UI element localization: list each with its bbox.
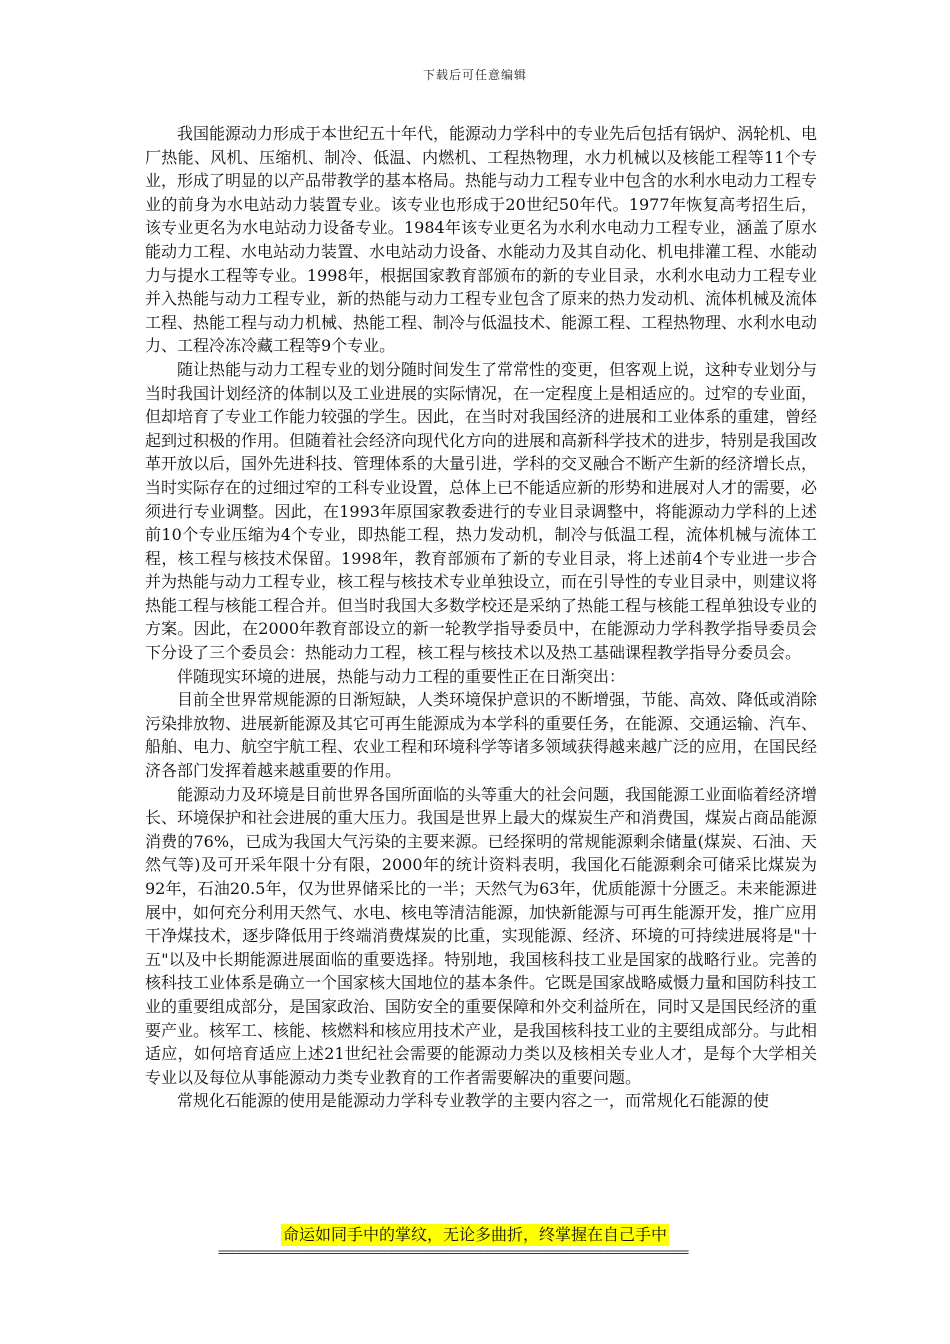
paragraph: 常规化石能源的使用是能源动力学科专业教学的主要内容之一，而常规化石能源的使 (177, 1091, 770, 1111)
paragraph: 目前全世界常规能源的日渐短缺，人类环境保护意识的不断增强，节能、高效、降低或消除污染排放物、进展新能源及其它可再生能源成为本学科的重要任务，在能源、交通运输、汽车、船舶、电力、航空宇航工程、农业工程和环境科学等诸多领域获得越来越广泛的应用，在国民经济各部门发挥着越来越重要的作用。 (145, 690, 818, 781)
page-header: 下载后可任意编辑 (422, 68, 527, 82)
paragraph: 我国能源动力形成于本世纪五十年代，能源动力学科中的专业先后包括有锅炉、涡轮机、电厂热能、风机、压缩机、制冷、低温、内燃机、工程热物理，水力机械以及核能工程等11个专业，形成了明显的以产品带教学的基本格局。热能与动力工程专业中包含的水利水电动力工程专业的前身为水电站动力装置专业。该专业也形成于20世纪50年代。1977年恢复高考招生后，该专业更名为水电站动力设备专业。1984年该专业更名为水利水电动力工程专业，涵盖了原水能动力工程、水电站动力装置、水电站动力设备、水能动力及其自动化、机电排灌工程、水能动力与提水工程等专业。1998年，根据国家教育部颁布的新的专业目录，水利水电动力工程专业并入热能与动力工程专业，新的热能与动力工程专业包含了原来的热力发动机、流体机械及流体工程、热能工程与动力机械、热能工程、制冷与低温技术、能源工程、工程热物理、水利水电动力、工程冷冻冷藏工程等9个专业。 (145, 124, 818, 356)
paragraph: 能源动力及环境是目前世界各国所面临的头等重大的社会问题，我国能源工业面临着经济增长、环境保护和社会进展的重大压力。我国是世界上最大的煤炭生产和消费国，煤炭占商品能源消费的76%，已成为我国大气污染的主要来源。已经探明的常规能源剩余储量(煤炭、石油、天然气等)及可开采年限十分有限，2000年的统计资料表明，我国化石能源剩余可储采比煤炭为92年，石油20.5年，仅为世界储采比的一半；天然气为63年，优质能源十分匮乏。未来能源进展中，如何充分利用天然气、水电、核电等清洁能源，加快新能源与可再生能源开发，推广应用干净煤技术，逐步降低用于终端消费煤炭的比重，实现能源、经济、环境的可持续进展将是"十五"以及中长期能源进展面临的重要选择。特别地，我国核科技工业是国家的战略行业。完善的核科技工业体系是确立一个国家核大国地位的基本条件。它既是国家战略威慑力量和国防科技工业的重要组成部分，是国家政治、国防安全的重要保障和外交利益所在，同时又是国民经济的重要产业。核军工、核能、核燃料和核应用技术产业，是我国核科技工业的主要组成部分。与此相适应，如何培育适应上述21世纪社会需要的能源动力类以及核相关专业人才，是每个大学相关专业以及每位从事能源动力类专业教育的工作者需要解决的重要问题。 (145, 784, 818, 1087)
paragraph: 伴随现实环境的进展，热能与动力工程的重要性正在日渐突出： (177, 666, 626, 686)
paragraph: 随让热能与动力工程专业的划分随时间发生了常常性的变更，但客观上说，这种专业划分与当时我国计划经济的体制以及工业进展的实际情况，在一定程度上是相适应的。过窄的专业面，但却培育了专业工作能力较强的学生。因此，在当时对我国经济的进展和工业体系的重建，曾经起到过积极的作用。但随着社会经济向现代化方向的进展和高新科学技术的进步，特别是我国改革开放以后，国外先进科技、管理体系的大量引进，学科的交叉融合不断产生新的经济增长点，当时实际存在的过细过窄的工科专业设置，总体上已不能适应新的形势和进展对人才的需要，必须进行专业调整。因此，在1993年原国家教委进行的专业目录调整中，将能源动力学科的上述前10个专业压缩为4个专业，即热能工程，热力发动机，制冷与低温工程，流体机械与流体工程，核工程与核技术保留。1998年，教育部颁布了新的专业目录，将上述前4个专业进一步合并为热能与动力工程专业，核工程与核技术专业单独设立，而在引导性的专业目录中，则建议将热能工程与核能工程合并。但当时我国大多数学校还是采纳了热能工程与核能工程单独设专业的方案。因此，在2000年教育部设立的新一轮教学指导委员中，在能源动力学科教学指导委员会下分设了三个委员会：热能动力工程，核工程与核技术以及热工基础课程教学指导分委员会。 (145, 359, 818, 663)
document-body (145, 122, 817, 1113)
footer-divider: ============================================================================== (218, 1245, 688, 1259)
footer-banner (0, 1224, 950, 1246)
highlighted-motto: 命运如同手中的掌纹，无论多曲折，终掌握在自己手中 (282, 1225, 667, 1244)
